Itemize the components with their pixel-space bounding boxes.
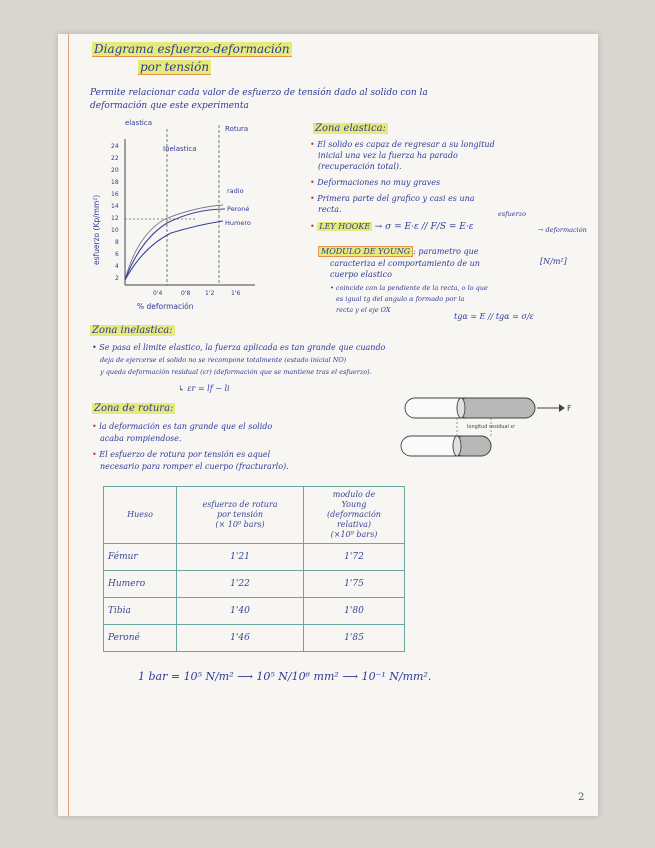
table-cell-bone: Humero: [104, 571, 177, 598]
esfuerzo-note: esfuerzo: [498, 210, 527, 218]
header-young: [304, 487, 405, 544]
rupture-bullet-1-line-2: acaba rompiendose.: [100, 434, 182, 443]
inelastic-zone-heading: [90, 325, 175, 336]
rupture-bullet-2-line-1: • El esfuerzo de rotura por tensión es aquel: [92, 450, 271, 459]
page-margin-line: [68, 34, 69, 816]
young-text-3: cuerpo elastico: [330, 270, 392, 279]
table-cell-bone: Peroné: [104, 625, 177, 652]
curve-label-radio: radio: [227, 187, 244, 195]
inelastic-line-3: y queda deformación residual (εr) (deformación que se mantiene tras el esfuerzo).: [100, 368, 372, 376]
graph-region-label-rotura: Rotura: [225, 125, 249, 133]
y-tick: 24: [111, 143, 119, 150]
rupture-zone-heading: [92, 403, 175, 414]
residual-formula: ↳ εr = lf − li: [178, 384, 230, 393]
elastic-bullet-3-line-2: recta.: [318, 205, 342, 214]
header-hueso: [104, 487, 177, 544]
stress-strain-graph: [85, 115, 265, 315]
x-tick: 0'8: [181, 290, 191, 297]
unit-conversion: 1 bar = 10⁵ N/m² ⟶ 10⁵ N/10⁶ mm² ⟶ 10⁻¹ N/mm².: [138, 670, 432, 683]
graph-x-ticks: [153, 290, 240, 297]
table-row: [104, 544, 405, 571]
page-title-line2: [138, 60, 211, 75]
header-text: (× 10⁹ bars): [215, 520, 265, 529]
hooke-formula: → σ = E·ε // F/S = E·ε: [374, 222, 474, 232]
stretched-rod-end: [457, 398, 465, 418]
rupture-bullet-text: la deformación es tan grande que el solido: [99, 422, 273, 431]
x-tick: 1'6: [231, 290, 241, 297]
header-esfuerzo: [177, 487, 304, 544]
table-cell-young: 1'75: [304, 571, 405, 598]
header-text: Young: [341, 500, 367, 509]
young-modulus-label: MODULO DE YOUNG: [318, 246, 413, 257]
residual-length-label: longitud residual εr: [467, 424, 516, 430]
rupture-zone-heading-text: Zona de rotura:: [94, 403, 174, 414]
header-text: por tensión: [216, 510, 264, 519]
header-text: (×10⁹ bars): [330, 530, 378, 539]
hooke-law-label: LEY HOOKE: [319, 222, 371, 231]
table-cell-young: 1'80: [304, 598, 405, 625]
graph-x-label: % deformación: [137, 302, 194, 311]
table-cell-young: 1'85: [304, 625, 405, 652]
y-tick: 20: [111, 167, 119, 174]
hooke-law-line: • LEY HOOKE → σ = E·ε // F/S = E·ε: [310, 222, 474, 232]
header-text: relativa): [336, 520, 372, 529]
rupture-bullet-text: El esfuerzo de rotura por tensión es aquel: [99, 450, 271, 459]
y-tick: 4: [115, 263, 119, 270]
bone-properties-table: [103, 486, 405, 652]
rod-deformation-sketch: [395, 392, 580, 472]
stretched-rod-shaded: [457, 398, 535, 418]
y-tick: 2: [115, 275, 119, 282]
curve-label-perone: Peroné: [227, 205, 250, 213]
graph-region-label-inelastica: Inelastica: [163, 145, 197, 153]
table-cell-bone: Fémur: [104, 544, 177, 571]
x-tick: 1'2: [205, 290, 215, 297]
force-arrowhead: [559, 404, 565, 412]
table-cell-young: 1'72: [304, 544, 405, 571]
rupture-bullet-1-line-1: • la deformación es tan grande que el solido: [92, 422, 273, 431]
elastic-zone-heading: [313, 123, 388, 134]
slope-formula: tgα = E // tgα = σ/ε: [454, 312, 534, 321]
inelastic-zone-heading-text: Zona inelastica:: [92, 325, 173, 336]
graph-region-label-elastica: elastica: [125, 119, 153, 127]
original-rod-end: [453, 436, 461, 456]
table-row: [104, 571, 405, 598]
y-tick: 18: [111, 179, 119, 186]
elastic-bullet-text: Deformaciones no muy graves: [317, 178, 441, 187]
intro-line-2: deformación que este experimenta: [90, 101, 249, 111]
y-tick: 16: [111, 191, 119, 198]
header-text: modulo de: [332, 490, 376, 499]
elastic-bullet-1-line-1: • El solido es capaz de regresar a su longitud: [310, 140, 495, 149]
page-title: [92, 42, 292, 57]
young-modulus-line: [318, 247, 479, 256]
deformacion-note: → deformación: [538, 226, 587, 234]
table-cell-rupture: 1'46: [177, 625, 304, 652]
y-tick: 8: [115, 239, 119, 246]
table-cell-bone: Tibia: [104, 598, 177, 625]
title-line-1: Diagrama esfuerzo-deformación: [94, 42, 290, 56]
y-tick: 12: [111, 215, 119, 222]
graph-y-label: esfuerzo (Kp/mm²): [92, 194, 101, 265]
elastic-bullet-2: • Deformaciones no muy graves: [310, 178, 441, 187]
table-row: [104, 625, 405, 652]
table-cell-rupture: 1'22: [177, 571, 304, 598]
title-line-2: por tensión: [140, 60, 210, 74]
y-tick: 22: [111, 155, 119, 162]
table-cell-rupture: 1'40: [177, 598, 304, 625]
intro-line-1: Permite relacionar cada valor de esfuerzo de tensión dado al solido con la: [90, 88, 428, 98]
slope-text-2: es igual tg del angulo α formado por la: [336, 295, 465, 303]
elastic-bullet-1-line-3: (recuperación total).: [318, 162, 402, 171]
young-text-1: : parametro que: [413, 247, 479, 256]
force-label: F: [567, 404, 572, 413]
elastic-bullet-1-line-2: inicial una vez la fuerza ha parado: [318, 151, 458, 160]
y-tick: 6: [115, 251, 119, 258]
young-text-2: caracteriza el comportamiento de un: [330, 259, 480, 268]
inelastic-line-1: • Se pasa el limite elastico, la fuerza aplicada es tan grande que cuando: [92, 343, 386, 352]
header-text: (deformación: [327, 510, 381, 519]
graph-y-ticks: [111, 143, 119, 282]
header-text: Hueso: [127, 510, 153, 519]
header-text: esfuerzo de rotura: [202, 500, 278, 509]
young-units: [N/m²]: [540, 257, 567, 266]
table-cell-rupture: 1'21: [177, 544, 304, 571]
elastic-bullet-text: Primera parte del grafico y casi es una: [317, 194, 475, 203]
table-row: [104, 598, 405, 625]
x-tick: 0'4: [153, 290, 163, 297]
page-number: 2: [578, 792, 585, 803]
curve-label-humero: Humero: [225, 219, 251, 227]
elastic-bullet-3-line-1: • Primera parte del grafico y casi es una: [310, 194, 475, 203]
slope-text-1: • coincide con la pendiente de la recta, o lo que: [330, 284, 488, 292]
slope-text-3: recta y el eje OX: [336, 306, 391, 314]
table-header-row: [104, 487, 405, 544]
y-tick: 10: [111, 227, 119, 234]
inelastic-line-2: deja de ejercerse el solido no se recompone totalmente (estado inicial NO): [100, 356, 347, 364]
elastic-bullet-text: El solido es capaz de regresar a su longitud: [317, 140, 495, 149]
elastic-zone-heading-text: Zona elastica:: [315, 123, 386, 134]
rupture-bullet-2-line-2: necesario para romper el cuerpo (fracturarlo).: [100, 462, 289, 471]
y-tick: 14: [111, 203, 119, 210]
curve-radio: [125, 205, 223, 280]
